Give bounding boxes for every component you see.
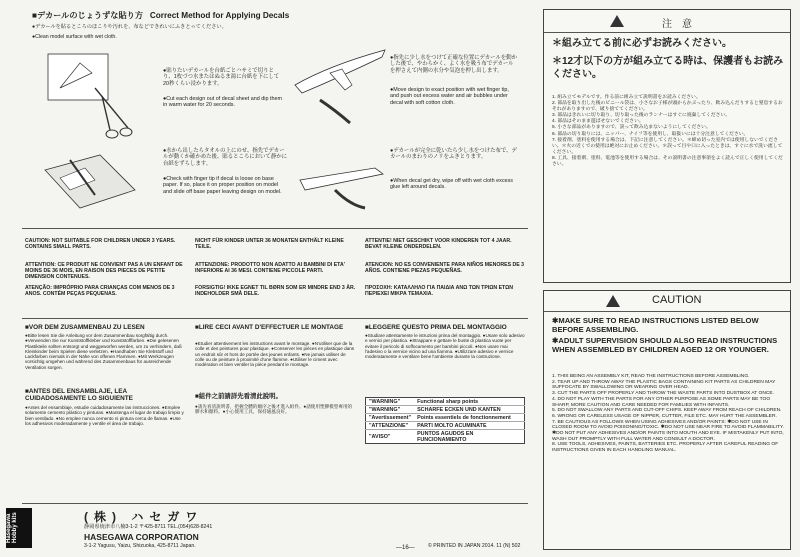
age-warning-es: ATENCION: NO ES CONVENIENTE PARA NIÑOS MENORES DE 3 AÑOS. CONTIENE PIEZAS PEQUEÑAS. — [365, 262, 525, 275]
step-clean-en: ●Clean model surface with wet cloth. — [32, 34, 117, 40]
warning-triangle-icon — [610, 15, 624, 27]
caution-en-item: 6. WRONG OR CARELESS USAGE OF NIPPER, CUTTER, FILE ETC. MAY HURT THE ASSEMBLER. — [552, 413, 777, 419]
para-zh: ●請先看清說明書，把握全體的順序之後才進入組件。●請使用塑膠模型專用的膠水和顏料。●小心使用工具，保持通風良好。 — [195, 404, 353, 415]
caution-jp-item: 5. 小さな部品がありますので、誤って飲み込まないようにしてください。 — [552, 125, 711, 131]
caution-en-list — [552, 374, 786, 454]
age-warning-pt: ATENÇÃO: IMPRÓPRIO PARA CRIANÇAS COM MENOS DE 3 ANOS. CONTÉM PEÇAS PEQUENAS. — [25, 285, 175, 298]
warning-key: "Avertissement" — [366, 414, 415, 422]
caution-jp-list — [552, 95, 784, 168]
age-warning-fr: ATTENTION: CE PRODUIT NE CONVIENT PAS A UN ENFANT DE MOINS DE 36 MOIS, EN RAISON DES PIECES DE PETITE DIMENSION CONTENUES. — [25, 262, 183, 281]
warning-table — [365, 397, 525, 444]
age-divider — [22, 318, 528, 319]
step-cut-en: ●Cut each design out of decal sheet and dip them in warm water for 20 seconds. — [163, 96, 282, 109]
age-warning-de: NICHT FÜR KINDER UNTER 36 MONATEN ENTHÄLT KLEINE TEILE. — [195, 238, 344, 251]
heading-es: ■ANTES DEL ENSAMBLAJE, LEA CUIDADOSAMENTE LO SIGUIENTE — [25, 388, 133, 402]
warning-value: PARTI MOLTO ACUMINATE — [414, 422, 524, 430]
decal-title-en: Correct Method for Applying Decals — [149, 11, 290, 20]
caution-jp-panel — [543, 9, 791, 283]
caution-jp-item: 7. 接着剤、塗料を使用する場合は、下記に注意してください。＊締め切った室内では使用しないでください。＊火の近くでの使用は絶対にお止めください。＊誤って目や口に入ったときは、すぐに水で洗い流してください。 — [552, 137, 783, 155]
caution-en-item: 1. THIS BEING AN ASSEMBLY KIT, READ THE INSTRUCTIONS BEFORE ASSEMBLING. — [552, 374, 750, 379]
warning-row-en — [366, 398, 525, 406]
caution-en-item: 4. DO NOT PLAY WITH THE PARTS FOR ANY OTHER PURPOSE AS SOME PARTS MAY BE TOO SHARP, MORE CAUTION AND CARE NEEDED FOR FAMILIES WITH INFANTS. — [552, 396, 771, 408]
caution-en-item: 3. CUT THE PARTS OFF PROPERLY AND THROW THE WASTE PARTS INTO DUSTBOX AT ONCE. — [552, 391, 775, 397]
company-address-en: 3-1-2 Yagusu, Yaizu, Shizuoka, 425-8711 Japan. — [84, 543, 196, 549]
decal-section-divider — [22, 228, 528, 229]
caution-jp-lead-1: ＊組み立てる前に必ずお読みください。 — [552, 38, 732, 49]
para-it: ●Studiare attentamente le istruzioni prima del montaggio. ●Usare solo adesivo e vernici per plastica. ●Strappare e gettare le buste di plastica vuote per evitare il pericolo di soffocamento per bambini piccoli. ●Non usare mai l'adesivo o la vernice vicino ad una fiamma. ●Utilizzare adesivo e vernice moderatamente e ventilare bene l'ambiente durante la costruzione. — [365, 333, 525, 360]
towel-illustration — [40, 150, 140, 212]
warning-value: Functional sharp points — [414, 398, 524, 406]
heading-zh: ■組件之前請詳先看清此說明。 — [195, 393, 282, 400]
heading-de: ■VOR DEM ZUSAMMENBAU ZU LESEN — [25, 324, 145, 331]
step-check-en: ●Check with finger tip if decal is loose on base paper. If so, place it on proper position on model and slide off base paper leaving design on model. — [163, 176, 282, 195]
airplane-illustration — [290, 45, 390, 125]
age-warning-el: ΠΡΟΣΟΧΗ: ΚΑΤΑΛΛΗΛΟ ΓΙΑ ΠΑΙΔΙΑ ΑΝΩ ΤΩΝ ΤΡΙΩΝ ΕΤΩΝ ΠΕΡΙΕΧΕΙ ΜΙΚΡΑ ΤΕΜΑΧΙΑ. — [365, 285, 514, 298]
company-address-jp: 静岡県焼津市八楠3-1-2 〒425-8711 TEL.(054)628-8241 — [84, 524, 213, 530]
step-check-jp: ●水から出したらタオルの上にのせ、指先でデカールが動くか確かめた後、貼るところにおいて静かに台紙をずらします。 — [163, 148, 287, 167]
warning-value: PUNTOS AGUDOS EN FUNCIONAMIENTO — [417, 430, 474, 443]
step-dry-jp: ●デカールが完全に乾いたら少し水をつけた布で、デカールのまわりのノリをふきとります。 — [390, 148, 517, 161]
warning-row-it — [366, 422, 525, 430]
para-de: ●Bitte lesen Sie die Anleitung vor dem Zusammenbau sorgfältig durch. ●Verwenden Sie nur Kunststoffkleber und Kunststofffarben. ●Die gelesenen Plastikteile sollten entsorgt und weggeworfen werden, um zu verhindern, daß Kleinkinder beim Spielen diese verletzen. ●Handhaben Sie Klebstoff und Lackfarben niemals in der Nähe von offenen Flammen. ●Mit Werkzeugen vorsichtig umgehen und während des Zusammenbaus für ausreichende Ventilation sorgen. — [25, 333, 182, 370]
caution-jp-item: 3. 部品はきれいに切り取り、切り取った後のランナーはすぐに廃棄してください。 — [552, 113, 731, 119]
warning-row-de — [366, 406, 525, 414]
footer-divider — [22, 503, 528, 504]
heading-it: ■LEGGERE QUESTO PRIMA DEL MONTAGGIO — [365, 324, 507, 331]
caution-jp-item: 1. 組み立てモデルです。作る前に組み立て説明書をお読みください。 — [552, 95, 701, 100]
decal-title-jp: ■デカールのじょうずな貼り方 — [32, 11, 144, 20]
caution-jp-item: 6. 部品の切り取りには、ニッパー、ナイフ等を使用し、取扱いには十分注意してください。 — [552, 131, 749, 137]
para-es: ●Antes del ensamblaje, estudie cuidadosamente las instrucciones. ●Emplee solamente cemento plástico y pinturas. ●Mantenga el lugar de trabajo limpio y bien ventilado. ●No emplee nunca cemento ni pintura cerca de llamas. ●Use los adhesivos moderadamente y ventile el área de trabajo. — [25, 405, 184, 426]
warning-row-es — [366, 430, 525, 444]
warning-key: "ATTENZIONE" — [366, 422, 415, 430]
caution-en-item: 8. USE TOOLS, ADHESIVES, PAINTS, BATTERIES ETC. PROPERLY AFTER CAREFUL READING OF INSTRUCTIONS GIVEN IN EACH HANDLING MANUAL. — [552, 442, 779, 454]
warning-key: "WARNING" — [366, 398, 415, 406]
warning-value: SCHARFE ECKEN UND KANTEN — [414, 406, 524, 414]
caution-jp-title-rule — [544, 32, 790, 33]
para-fr: ●Etudier attentivement les instructions avant le montage. ●N'utiliser que de la colle et des peintures pour plastique. ●Conserver les pièces en plastique dans un endroit sûr et hors de portée des jeunes enfants. ●Ne jamais utiliser de colle ou de peinture à proximité d'une flamme. ●Utiliser le ciment avec modération et bien ventiler la pièce pendant le montage. — [195, 341, 355, 368]
caution-jp-item: 2. 部品を取り出した後のビニール袋は、小さなお子様が頭からかぶったり、飲み込んだりすると窒息するおそれがありますので、破り捨ててください。 — [552, 101, 783, 113]
caution-en-item: 5. DO NOT SWALLOW ANY PARTS AND CUT-OFF CHIPS. KEEP AWAY FROM REACH OF CHILDREN. — [552, 408, 782, 414]
step-dry-en: ●When decal get dry, wipe off with wet cloth excess glue left around decals. — [390, 178, 513, 191]
company-name-en: HASEGAWA CORPORATION — [84, 532, 199, 542]
caution-jp-item: 8. 工具、接着剤、塗料、電池等を使用する場合は、その説明書の注意事項をよく読んで正しく使用してください。 — [552, 155, 783, 168]
warning-key: "AVISO" — [369, 433, 391, 440]
caution-jp-item: 4. 部品はそのまま遊ばせないでください。 — [552, 119, 644, 125]
warning-row-fr — [366, 414, 525, 422]
pen-illustration — [295, 150, 390, 210]
step-move-jp: ●指先に少し水をつけて正確な位置にデカールを動かした後で、やわらかく、よく水を吸う布でデカールを押さえて内側の水分や気泡を押し出します。 — [390, 55, 518, 74]
printed-in: © PRINTED IN JAPAN 2014. 11 (N) 502 — [428, 543, 521, 549]
caution-en-item: 2. TEAR UP AND THROW AWAY THE PLASTIC BAGS CONTAINING KIT PARTS AS CHILDREN MAY SUFFOCATE BY SWALLOWING OR WEARING OVER HEAD. — [552, 379, 776, 391]
caution-en-lead-1: ✱MAKE SURE TO READ INSTRUCTIONS LISTED BELOW BEFORE ASSEMBLING. — [552, 316, 759, 334]
step-cut-jp: ●貼りたいデカールを台紙ごとハサミで切りとり、1枚づつ水またはぬるま湯に台紙を下にして20秒くらい浸かります。 — [163, 68, 280, 87]
warning-value: Points essentiels de fonctionnement — [414, 414, 524, 422]
age-warning-en: CAUTION: NOT SUITABLE FOR CHILDREN UNDER 3 YEARS. CONTAINS SMALL PARTS. — [25, 238, 176, 251]
warning-triangle-icon — [606, 295, 620, 307]
caution-jp-lead-2: ＊12才以下の方が組み立てる時は、保護者もお読みください。 — [552, 56, 784, 80]
age-warning-sv: FORSIGTIG! IKKE EGNET TIL BØRN SOM ER MINDRE END 3 ÅR. INDEHOLDER SMÅ DELE. — [195, 285, 356, 298]
age-warning-it: ATTENZIONE: PRODOTTO NON ADATTO AI BAMBINI DI ETA' INFERIORE AI 36 MESI. CONTIENE PICCOLE PARTI. — [195, 262, 345, 275]
logo-text: Hasegawa Hobby kits — [6, 512, 18, 544]
caution-jp-title: 注意 — [662, 19, 702, 30]
decal-section-title — [32, 10, 289, 21]
heading-fr: ■LIRE CECI AVANT D'EFFECTUER LE MONTAGE — [195, 324, 344, 331]
caution-en-title: CAUTION — [652, 294, 702, 306]
hasegawa-logo — [6, 508, 32, 548]
caution-en-panel — [543, 290, 791, 550]
scissors-illustration — [40, 48, 140, 138]
caution-en-item: 7. BE CAUTIOUS AS FOLLOWS WHEN USING ADHESIVES AND/OR PAINTS: ✱DO NOT USE IN CLOSED ROOM TO AVOID POISONING/TOXIC. ✱DO NOT USE NEAR FIRE TO AVOID FLAMMABILITY. ✱DO NOT PUT ANY ADHESIVES AND/OR PAINTS INTO MOUTH AND EYE. IF MISTAKENLY PUT INTO, WASH OUT PROMPTLY WITH FULL WATER AND CONSULT A DOCTOR. — [552, 419, 784, 442]
step-move-en: ●Move design to exact position with wet finger tip, and push out excess water and air bubbles under decal with soft cotton cloth. — [390, 87, 509, 106]
warning-key: "WARNING" — [366, 406, 415, 414]
step-clean-jp: ●デカールを貼るところのほこりや汚れを、布などできれいにふきとってください。 — [32, 24, 227, 30]
age-warning-nl: ATTENTIE! NIET GESCHIKT VOOR KINDEREN TOT 4 JAAR. BEVAT KLEINE ONDERDELEN. — [365, 238, 512, 251]
caution-en-title-rule — [544, 311, 790, 312]
caution-en-lead-2: ✱ADULT SUPERVISION SHOULD ALSO READ INSTRUCTIONS WHEN ASSEMBLED BY CHILDREN AGED 12 OR YOUNGER. — [552, 336, 778, 354]
company-name-jp: (株) ハセガワ — [84, 510, 204, 524]
page-number: —16— — [396, 545, 415, 551]
